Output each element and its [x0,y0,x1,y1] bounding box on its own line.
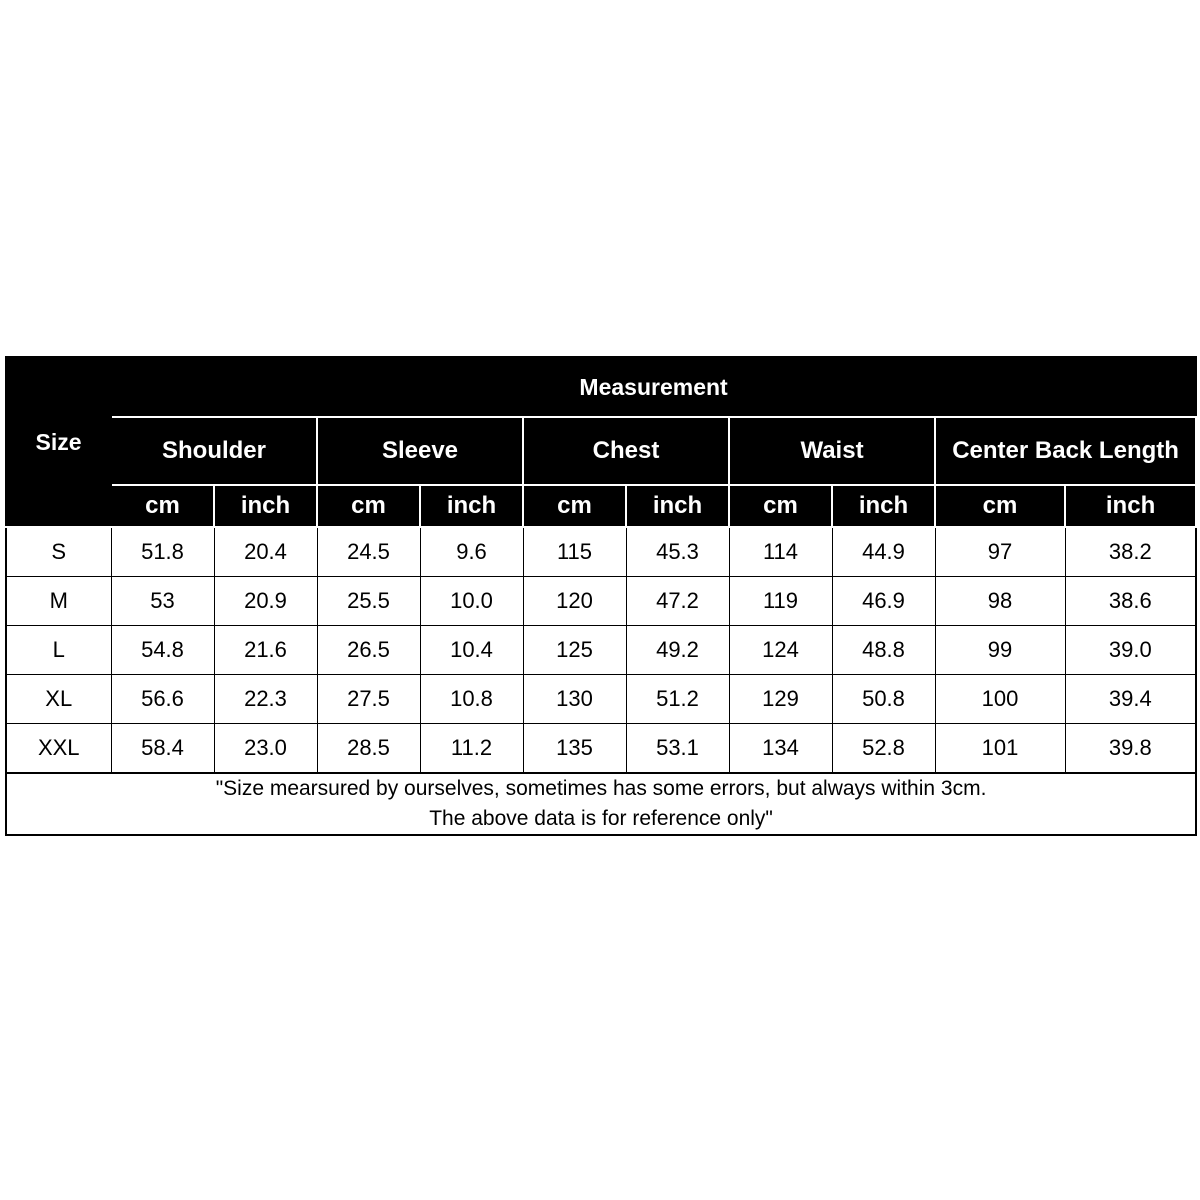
size-column-header: Size [6,357,111,527]
value-cell: 10.0 [420,577,523,626]
unit-header-chest-cm: cm [523,485,626,527]
reference-note [6,773,1196,835]
unit-header-shoulder-inch: inch [214,485,317,527]
size-cell: XXL [6,724,111,774]
value-cell: 20.4 [214,527,317,577]
value-cell: 114 [729,527,832,577]
value-cell: 125 [523,626,626,675]
table-row [6,675,1196,724]
value-cell: 119 [729,577,832,626]
size-cell: XL [6,675,111,724]
table-header [6,357,1196,527]
value-cell: 129 [729,675,832,724]
note-row [6,773,1196,835]
value-cell: 11.2 [420,724,523,774]
unit-header-sleeve-cm: cm [317,485,420,527]
table-row [6,527,1196,577]
value-cell: 39.4 [1065,675,1196,724]
value-cell: 47.2 [626,577,729,626]
value-cell: 23.0 [214,724,317,774]
value-cell: 58.4 [111,724,214,774]
value-cell: 39.0 [1065,626,1196,675]
column-header-waist: Waist [729,417,935,485]
value-cell: 44.9 [832,527,935,577]
unit-header-waist-inch: inch [832,485,935,527]
header-row-measurements [6,417,1196,485]
value-cell: 100 [935,675,1065,724]
value-cell: 99 [935,626,1065,675]
unit-header-waist-cm: cm [729,485,832,527]
value-cell: 51.8 [111,527,214,577]
value-cell: 101 [935,724,1065,774]
value-cell: 124 [729,626,832,675]
value-cell: 52.8 [832,724,935,774]
size-chart-table [5,356,1197,836]
value-cell: 115 [523,527,626,577]
unit-header-sleeve-inch: inch [420,485,523,527]
value-cell: 27.5 [317,675,420,724]
value-cell: 98 [935,577,1065,626]
value-cell: 50.8 [832,675,935,724]
value-cell: 10.4 [420,626,523,675]
note-line-2: The above data is for reference only" [429,807,773,830]
value-cell: 20.9 [214,577,317,626]
value-cell: 51.2 [626,675,729,724]
unit-header-center-back-length-inch: inch [1065,485,1196,527]
value-cell: 45.3 [626,527,729,577]
column-header-center-back-length: Center Back Length [935,417,1196,485]
unit-header-shoulder-cm: cm [111,485,214,527]
value-cell: 28.5 [317,724,420,774]
value-cell: 38.2 [1065,527,1196,577]
measurement-group-header: Measurement [111,357,1196,417]
value-cell: 135 [523,724,626,774]
value-cell: 10.8 [420,675,523,724]
value-cell: 46.9 [832,577,935,626]
column-header-chest: Chest [523,417,729,485]
value-cell: 26.5 [317,626,420,675]
table-row [6,577,1196,626]
size-cell: M [6,577,111,626]
column-header-shoulder: Shoulder [111,417,317,485]
unit-header-chest-inch: inch [626,485,729,527]
unit-header-center-back-length-cm: cm [935,485,1065,527]
value-cell: 134 [729,724,832,774]
column-header-sleeve: Sleeve [317,417,523,485]
size-cell: S [6,527,111,577]
value-cell: 54.8 [111,626,214,675]
value-cell: 24.5 [317,527,420,577]
size-cell: L [6,626,111,675]
value-cell: 120 [523,577,626,626]
value-cell: 25.5 [317,577,420,626]
table-row [6,724,1196,774]
value-cell: 21.6 [214,626,317,675]
value-cell: 22.3 [214,675,317,724]
value-cell: 53.1 [626,724,729,774]
value-cell: 53 [111,577,214,626]
value-cell: 56.6 [111,675,214,724]
value-cell: 9.6 [420,527,523,577]
header-row-group [6,357,1196,417]
value-cell: 48.8 [832,626,935,675]
value-cell: 38.6 [1065,577,1196,626]
value-cell: 97 [935,527,1065,577]
value-cell: 39.8 [1065,724,1196,774]
value-cell: 130 [523,675,626,724]
table-body [6,527,1196,835]
table-row [6,626,1196,675]
note-line-1: "Size mearsured by ourselves, sometimes has some errors, but always within 3cm. [215,777,987,800]
header-row-units [6,485,1196,527]
value-cell: 49.2 [626,626,729,675]
